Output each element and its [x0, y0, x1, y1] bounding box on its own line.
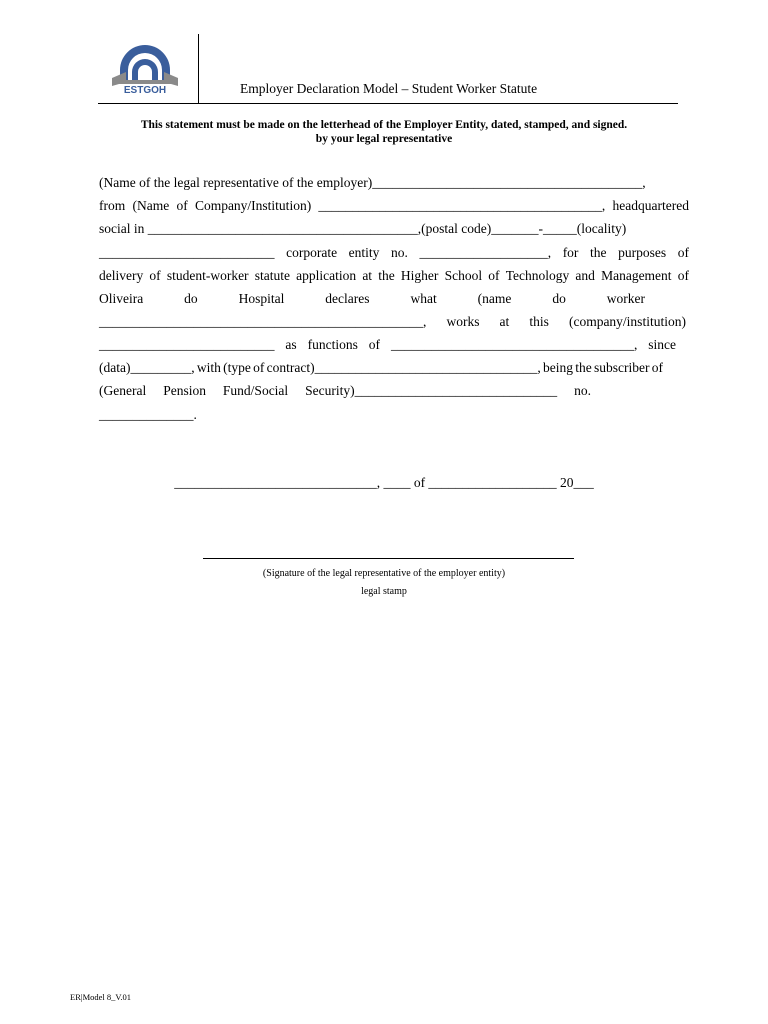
- word: functions: [307, 337, 358, 352]
- header-divider: [198, 34, 199, 104]
- word: purposes: [618, 245, 667, 260]
- word: worker: [606, 291, 645, 306]
- word: of: [368, 337, 381, 352]
- header-rule: [98, 103, 678, 104]
- word: ____________________________________,: [390, 337, 638, 352]
- signature-line: [203, 558, 574, 559]
- word: the: [378, 268, 395, 283]
- word: this: [529, 314, 549, 329]
- body-line-4: [99, 245, 689, 261]
- word: of: [176, 198, 188, 213]
- form-code: ER|Model 8_V.01: [70, 992, 132, 1002]
- word: declares: [325, 291, 370, 306]
- body-line-3: social in ________________________________________,(postal code)_______-_____(locality): [99, 221, 627, 236]
- word: no.: [391, 245, 408, 260]
- word: of: [149, 268, 161, 283]
- word: (type: [223, 360, 251, 375]
- body-line-6: [99, 291, 645, 307]
- word: Company/Institution): [194, 198, 312, 213]
- word: what: [410, 291, 437, 306]
- word: ___________________,: [419, 245, 552, 260]
- word: statute: [254, 268, 290, 283]
- word: corporate: [286, 245, 338, 260]
- word: __________________________: [99, 337, 275, 352]
- word: (General: [99, 383, 147, 398]
- word: no.: [574, 383, 591, 398]
- word: as: [285, 337, 297, 352]
- word: do: [184, 291, 198, 306]
- word: of: [677, 268, 689, 283]
- word: for: [562, 245, 579, 260]
- word: student-worker: [166, 268, 249, 283]
- word: (Name: [132, 198, 170, 213]
- word: the: [575, 360, 592, 375]
- word: Management: [601, 268, 672, 283]
- body-line-10: [99, 383, 591, 399]
- word: since: [648, 337, 676, 352]
- word: at: [362, 268, 373, 283]
- document-title: Employer Declaration Model – Student Worker Statute: [240, 81, 538, 96]
- body-line-8: [99, 337, 676, 353]
- word: subscriber: [593, 360, 650, 375]
- word: from: [99, 198, 126, 213]
- word: Higher: [400, 268, 439, 283]
- word: delivery: [99, 268, 144, 283]
- word: of: [253, 360, 265, 375]
- signature-caption: (Signature of the legal representative of the employer entity): [262, 568, 506, 579]
- word: (data)_________,: [99, 360, 195, 375]
- word: Oliveira: [99, 291, 144, 306]
- body-line-7: [99, 314, 686, 330]
- word: Security)______________________________: [305, 383, 558, 398]
- word: at: [499, 314, 510, 329]
- word: of: [488, 268, 500, 283]
- word: of: [677, 245, 689, 260]
- word: Hospital: [238, 291, 285, 306]
- word: do: [552, 291, 566, 306]
- body-line-5: [99, 268, 689, 284]
- word: contract)_________________________________,: [266, 360, 541, 375]
- word: (company/institution): [568, 314, 686, 329]
- logo-text: ESTGOH: [123, 85, 167, 96]
- word: of: [651, 360, 663, 375]
- body-line-1: (Name of the legal representative of the employer)________________________________________,: [99, 175, 646, 190]
- word: Pension: [163, 383, 206, 398]
- word: works: [446, 314, 480, 329]
- date-line: ______________________________, ____ of ___________________ 20___: [174, 475, 594, 490]
- word: and: [575, 268, 595, 283]
- word: being: [542, 360, 573, 375]
- word: Fund/Social: [222, 383, 289, 398]
- instruction-line-2: by your legal representative: [315, 133, 453, 145]
- word: headquartered: [612, 198, 689, 213]
- word: __________________________________________,: [318, 198, 606, 213]
- word: application: [296, 268, 357, 283]
- word: School: [444, 268, 483, 283]
- word: entity: [348, 245, 380, 260]
- word: (name: [477, 291, 512, 306]
- estgoh-logo: [112, 40, 178, 96]
- body-line-9: [99, 360, 663, 376]
- body-line-2: [99, 198, 689, 214]
- word: __________________________: [99, 245, 275, 260]
- word: with: [196, 360, 221, 375]
- word: the: [590, 245, 607, 260]
- legal-stamp-label: legal stamp: [361, 586, 407, 597]
- body-line-11: ______________.: [99, 407, 197, 422]
- word: ________________________________________________,: [99, 314, 427, 329]
- word: Technology: [505, 268, 570, 283]
- instruction-line-1: This statement must be made on the letterhead of the Employer Entity, dated, stamped, and signed.: [140, 119, 628, 131]
